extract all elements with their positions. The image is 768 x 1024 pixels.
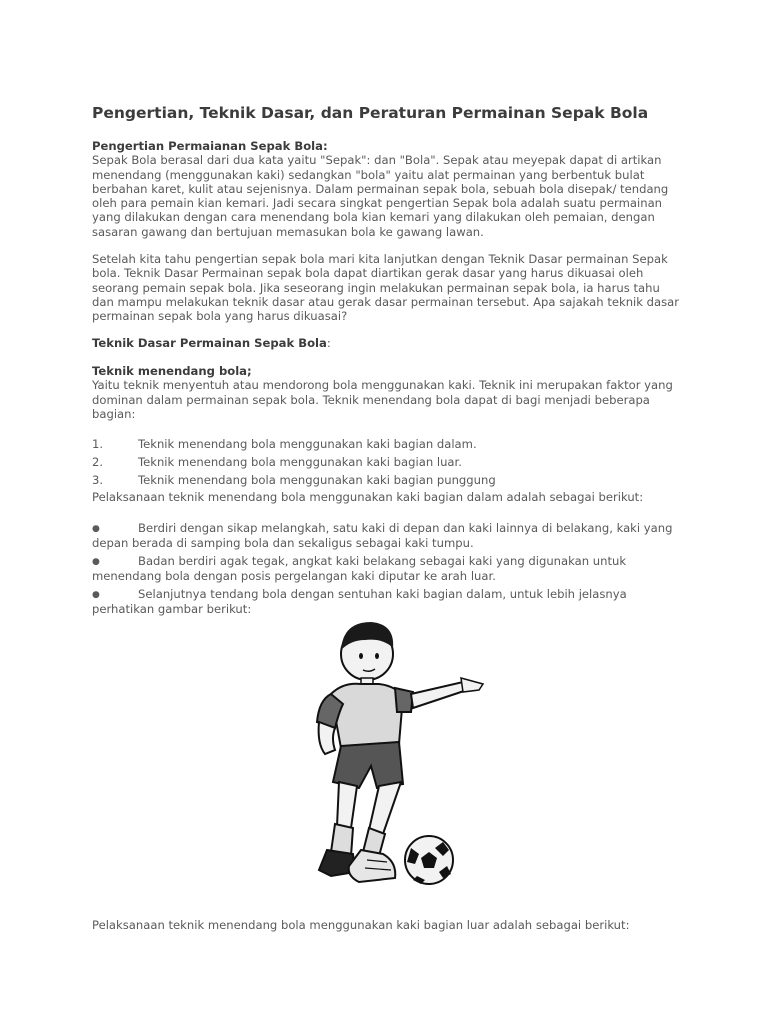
menendang-paragraph: Yaitu teknik menyentuh atau mendorong bola menggunakan kaki. Teknik ini merupakan faktor yang dominan dalam permainan sepak bola. Teknik menendang bola dapat di bagi menjadi beberapa bagian: <box>92 378 673 421</box>
bullet-text: Selanjutnya tendang bola dengan sentuhan kaki bagian dalam, untuk lebih jelasnya perhatikan gambar berikut: <box>92 587 627 617</box>
bullet-icon: ● <box>92 524 100 534</box>
player-shirt <box>331 684 403 748</box>
bullet-text: Badan berdiri agak tegak, angkat kaki belakang sebagai kaki yang digunakan untuk menendang bola dengan posis pergelangan kaki diputar ke arah luar. <box>92 554 627 584</box>
pelaksanaan-luar-text: Pelaksanaan teknik menendang bola menggunakan kaki bagian luar adalah sebagai berikut: <box>92 918 630 932</box>
list-item <box>92 455 682 469</box>
bullet-icon: ● <box>92 557 100 567</box>
teknik-dasar-heading: Teknik Dasar Permainan Sepak Bola <box>92 336 327 350</box>
menendang-heading: Teknik menendang bola; <box>92 364 252 378</box>
list-item-number: 1. <box>92 437 104 451</box>
menendang-section <box>92 364 682 421</box>
player-shorts <box>333 742 403 788</box>
list-item-number: 3. <box>92 473 104 487</box>
list-item <box>92 437 682 451</box>
page-title: Pengertian, Teknik Dasar, dan Peraturan Permainan Sepak Bola <box>92 104 649 122</box>
list-item-text: Teknik menendang bola menggunakan kaki bagian dalam. <box>138 437 477 451</box>
bullet-item <box>92 587 682 617</box>
pengertian-paragraph-2: Setelah kita tahu pengertian sepak bola mari kita lanjutkan dengan Teknik Dasar permainan Sepak bola. Teknik Dasar Permainan sepak bola dapat diartikan gerak dasar yang harus dikuasai oleh seorang pemain sepak bola. Jika seseorang ingin melakukan permainan sepak bola, ia harus tahu dan mampu melakukan teknik dasar atau gerak dasar permainan tersebut. Apa sajakah teknik dasar permainan sepak bola yang harus dikuasai? <box>92 252 680 324</box>
pengertian-heading: Pengertian Permaianan Sepak Bola: <box>92 139 328 153</box>
pelaksanaan-dalam-text: Pelaksanaan teknik menendang bola menggunakan kaki bagian dalam adalah sebagai berikut: <box>92 490 644 504</box>
list-item-text: Teknik menendang bola menggunakan kaki bagian punggung <box>138 473 496 487</box>
teknik-dasar-colon: : <box>326 336 331 350</box>
bullet-item <box>92 521 682 551</box>
bullet-text: Berdiri dengan sikap melangkah, satu kaki di depan dan kaki lainnya di belakang, kaki yang depan berada di samping bola dan sekaligus sebagai kaki tumpu. <box>92 521 673 551</box>
pengertian-paragraph-1: Sepak Bola berasal dari dua kata yaitu "Sepak": dan "Bola". Sepak atau meyepak dapat di artikan menendang (menggunakan kaki) sedangkan "bola" yaitu alat permainan yang berbentuk bulat berbahan karet, kulit atau sejenisnya. Dalam permainan sepak bola, sebuah bola disepak/ tendang oleh para pemain kian kemari. Jadi secara singkat pengertian Sepak bola adalah suatu permainan yang dilakukan dengan cara menendang bola kian kemari yang dilakukan oleh pemaian, dengan sasaran gawang dan bertujuan memasukan bola ke gawang lawan. <box>92 153 669 239</box>
list-item <box>92 473 682 487</box>
pengertian-section <box>92 139 682 239</box>
bullet-item <box>92 554 682 584</box>
teknik-dasar-heading-line <box>92 336 682 350</box>
soccer-player-illustration <box>287 616 487 886</box>
list-item-text: Teknik menendang bola menggunakan kaki bagian luar. <box>138 455 462 469</box>
bullet-icon: ● <box>92 590 100 600</box>
list-item-number: 2. <box>92 455 104 469</box>
